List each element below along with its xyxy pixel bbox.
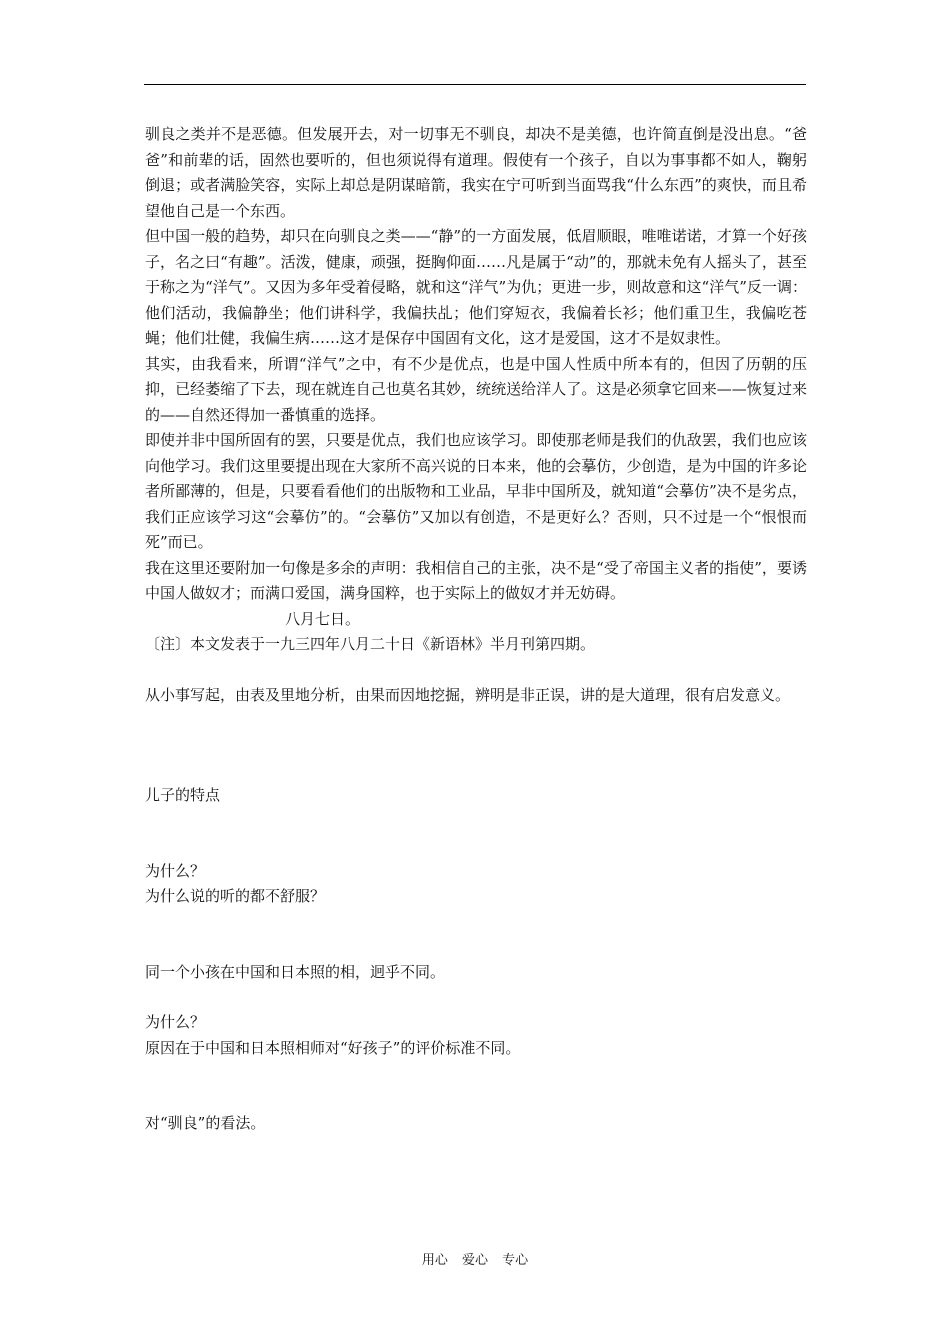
- observation: 同一个小孩在中国和日本照的相，迥乎不同。: [145, 962, 446, 981]
- article-note: 〔注〕本文发表于一九三四年八月二十日《新语林》半月刊第四期。: [145, 635, 596, 653]
- view-on-docility: 对“驯良”的看法。: [145, 1114, 266, 1132]
- page-footer: 用心 爱心 专心: [421, 1253, 529, 1268]
- article-paragraph-4: 即使并非中国所固有的罢，只要是优点，我们也应该学习。即使那老师是我们的仇敌罢，我们也应该向他学习。我们这里要提出现在大家所不高兴说的日本来，他的会摹仿，少创造，是为中国的许多论者所鄙薄的，但是，只要看看他们的出版物和工业品，早非中国所及，就知道“会摹仿”决不是劣点，我们正应该学习这“会摹仿”的。“会摹仿”又加以有创造，不是更好么？否则，只不过是一个“恨恨而死”而已。: [145, 431, 807, 551]
- article-paragraph-1: 驯良之类并不是恶德。但发展开去，对一切事无不驯良，却决不是美德，也许简直倒是没出息。“爸爸”和前辈的话，固然也要听的，但也须说得有道理。假使有一个孩子，自以为事事都不如人，鞠躬倒退；或者满脸笑容，实际上却总是阴谋暗箭，我实在宁可听到当面骂我“什么东西”的爽快，而且希望他自己是一个东西。: [145, 125, 807, 220]
- commentary: 从小事写起，由表及里地分析，由果而因地挖掘，辨明是非正误，讲的是大道理，很有启发意义。: [145, 685, 791, 704]
- article-paragraph-2: 但中国一般的趋势，却只在向驯良之类——“静”的一方面发展，低眉顺眼，唯唯诺诺，才算一个好孩子，名之曰“有趣”。活泼，健康，顽强，挺胸仰面……凡是属于“动”的，那就未免有人摇头了，甚至于称之为“洋气”。又因为多年受着侵略，就和这“洋气”为仇；更进一步，则故意和这“洋气”反一调：他们活动，我偏静坐；他们讲科学，我偏扶乩；他们穿短衣，我偏着长衫；他们重卫生，我偏吃苍蝇；他们壮健，我偏生病……这才是保存中国固有文化，这才是爱国，这才不是奴隶性。: [145, 227, 807, 347]
- question-1-detail: 为什么说的听的都不舒服？: [145, 887, 326, 905]
- question-2: 为什么？: [145, 1013, 206, 1031]
- question-1: 为什么？: [145, 861, 206, 880]
- document-body: [145, 122, 807, 1137]
- answer: 原因在于中国和日本照相师对“好孩子”的评价标准不同。: [145, 1038, 521, 1057]
- article-paragraph-5: 我在这里还要附加一句像是多余的声明：我相信自己的主张，决不是“受了帝国主义者的指使”，要诱中国人做奴才；而满口爱国，满身国粹，也于实际上的做奴才并无妨碍。: [145, 558, 807, 602]
- article-date: 八月七日。: [285, 609, 361, 628]
- header-rule: [144, 84, 806, 85]
- section-title: 儿子的特点: [145, 786, 221, 804]
- article-paragraph-3: 其实，由我看来，所谓“洋气”之中，有不少是优点，也是中国人性质中所本有的，但因了历朝的压抑，已经萎缩了下去，现在就连自己也莫名其妙，统统送给洋人了。这是必须拿它回来——恢复过来的——自然还得加一番慎重的选择。: [145, 354, 807, 424]
